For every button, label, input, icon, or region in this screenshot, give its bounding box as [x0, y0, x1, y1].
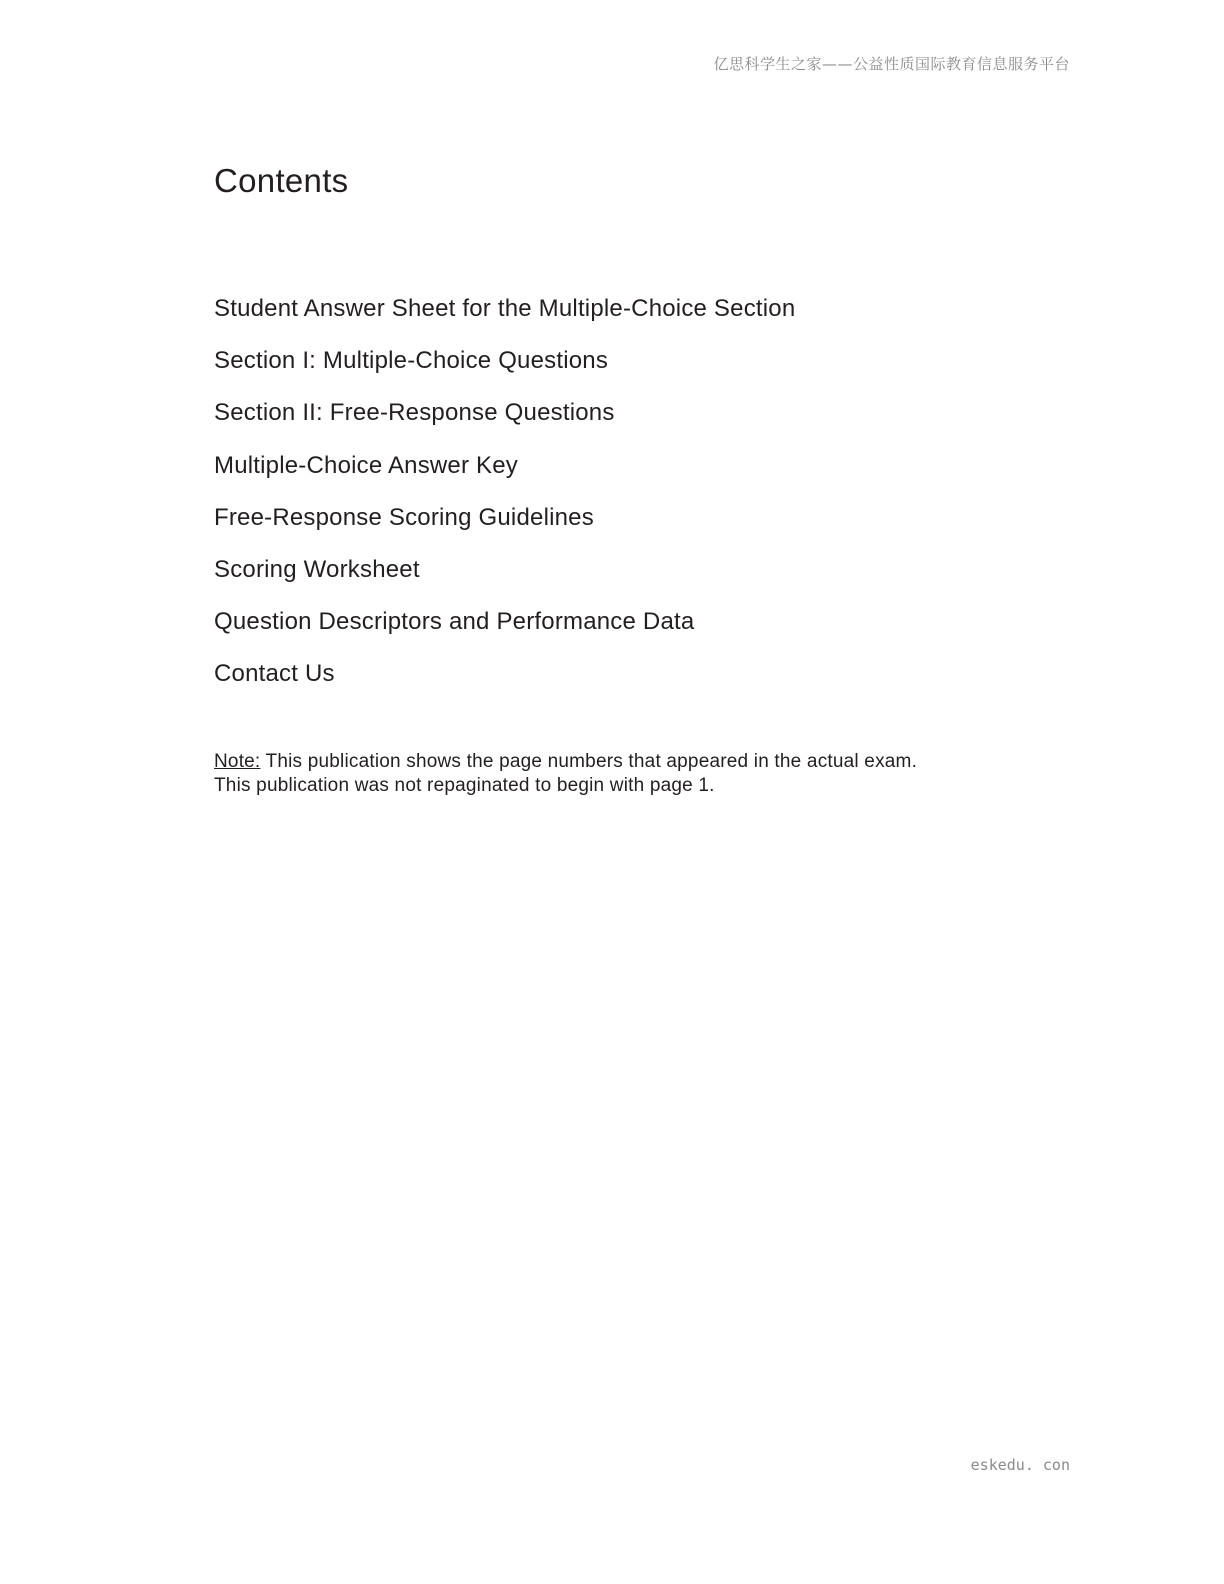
note-line-1: This publication shows the page numbers that appeared in the actual exam.: [260, 751, 918, 772]
header-watermark: 亿思科学生之家——公益性质国际教育信息服务平台: [713, 55, 1070, 73]
toc-item-section-1[interactable]: Section I: Multiple-Choice Questions: [214, 347, 609, 375]
page-title: Contents: [214, 162, 349, 199]
toc-item-contact-us[interactable]: Contact Us: [214, 660, 335, 688]
note-line-2: This publication was not repaginated to begin with page 1.: [214, 775, 715, 796]
toc-item-scoring-worksheet[interactable]: Scoring Worksheet: [214, 555, 420, 583]
note-label: Note:: [214, 751, 261, 772]
toc-item-section-2[interactable]: Section II: Free-Response Questions: [214, 399, 615, 427]
toc-item-answer-key[interactable]: Multiple-Choice Answer Key: [214, 451, 518, 479]
table-of-contents: [214, 283, 795, 701]
toc-item-answer-sheet[interactable]: Student Answer Sheet for the Multiple-Choice Section: [214, 295, 796, 322]
toc-item-question-descriptors[interactable]: Question Descriptors and Performance Data: [214, 608, 695, 636]
footer-watermark: eskedu. con: [970, 1456, 1070, 1474]
pagination-note: [214, 750, 1034, 798]
toc-item-scoring-guidelines[interactable]: Free-Response Scoring Guidelines: [214, 503, 594, 531]
